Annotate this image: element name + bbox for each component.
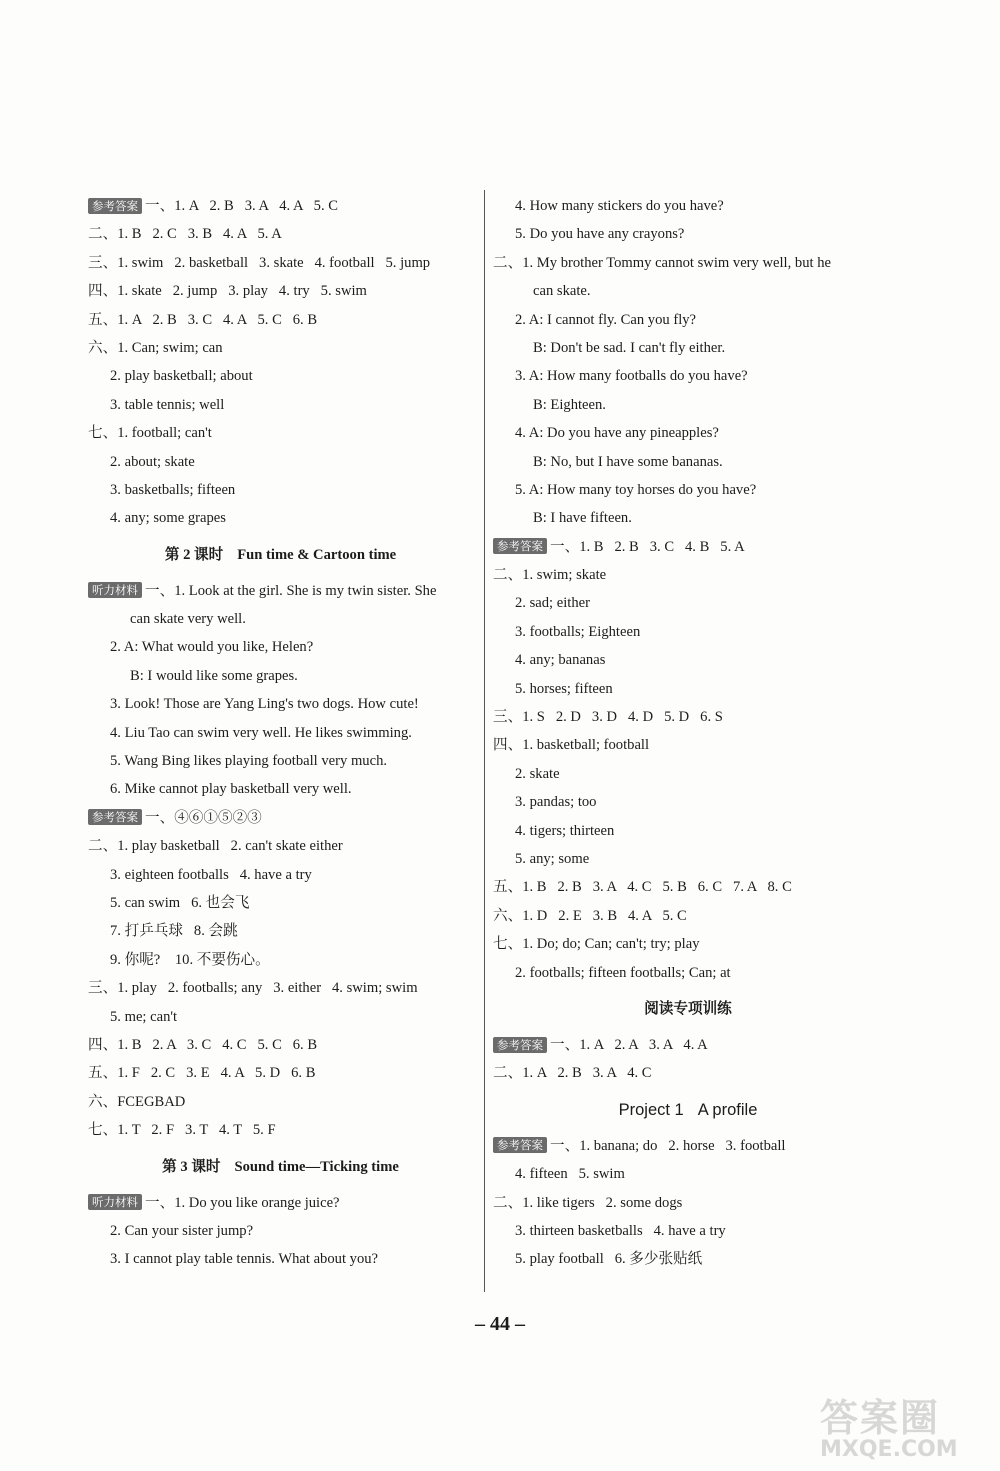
answer-line [88,690,473,718]
answer-text: B: Don't be sad. I can't fly either. [533,339,726,356]
answer-line [88,946,473,974]
answer-line [493,589,883,617]
answer-text: 2. Can your sister jump? [110,1222,254,1239]
answer-line [493,618,883,646]
answer-line [493,731,883,759]
answer-text: 2. footballs; fifteen footballs; Can; at [515,964,731,981]
answer-line [88,719,473,747]
section-heading-label: 第 3 课时 [162,1158,221,1175]
answer-text: 6. Mike cannot play basketball very well. [110,781,352,798]
answer-text: 三、1. swim 2. basketball 3. skate 4. football 5. jump [88,254,431,271]
answer-line [88,192,473,220]
right-column [493,192,883,1274]
answer-text: 4. any; bananas [515,652,606,669]
answer-line [493,1132,883,1160]
answer-line [88,889,473,917]
answer-line [493,902,883,930]
answer-line [88,504,473,532]
answer-text: 二、1. B 2. C 3. B 4. A 5. A [88,226,282,243]
answer-text: 3. I cannot play table tennis. What about you? [110,1251,379,1268]
answer-text: 七、1. Do; do; Can; can't; try; play [493,936,700,953]
answer-text: 7. 打乒乓球 8. 会跳 [110,923,238,940]
answer-line [493,533,883,561]
answer-text: 9. 你呢? 10. 不要伤心。 [110,951,270,968]
section-heading-label: 阅读专项训练 [644,1000,732,1017]
answer-text: 二、1. swim; skate [493,567,607,584]
answer-line [88,249,473,277]
answer-line [88,775,473,803]
answer-text: 七、1. T 2. F 3. T 4. T 5. F [88,1122,276,1139]
answer-text: 六、FCEGBAD [88,1093,186,1110]
answer-text: 三、1. play 2. footballs; any 3. either 4. swim; swim [88,980,418,997]
answer-line [493,788,883,816]
answer-text: 4. fifteen 5. swim [515,1166,625,1183]
answer-text: 5. horses; fifteen [515,680,613,697]
section-heading-title: Sound time—Ticking time [234,1158,399,1175]
answer-line [493,306,883,334]
answer-text: B: I would like some grapes. [130,667,298,684]
answer-line [493,249,883,277]
answer-text: 一、1. A 2. A 3. A 4. A [550,1036,708,1053]
answer-line [493,1245,883,1273]
answer-line [493,646,883,674]
answer-text: 3. footballs; Eighteen [515,623,641,640]
answer-line [493,1189,883,1217]
answer-text: 一、1. B 2. B 3. C 4. B 5. A [550,538,745,555]
answer-line [493,873,883,901]
answer-text: 二、1. A 2. B 3. A 4. C [493,1065,652,1082]
answer-line [493,504,883,532]
answer-text: B: Eighteen. [533,396,606,413]
answer-text: B: I have fifteen. [533,510,632,527]
answer-line [88,577,473,605]
answer-text: 3. pandas; too [515,794,597,811]
answer-text: 一、1. Look at the girl. She is my twin sister. She [145,582,437,599]
answer-line [88,974,473,1002]
answer-text: 2. skate [515,765,560,782]
answer-line [493,675,883,703]
section-heading [493,1088,883,1132]
section-heading-title: Fun time & Cartoon time [237,546,397,563]
answer-line [493,1059,883,1087]
section-heading-title: A profile [697,1100,758,1119]
answer-line [88,1116,473,1144]
answer-badge: 参考答案 [493,1137,547,1153]
answer-line [493,845,883,873]
answer-text: can skate very well. [130,611,246,628]
answer-text: 2. sad; either [515,595,590,612]
answer-line [493,362,883,390]
answer-text: 2. A: What would you like, Helen? [110,639,314,656]
answer-line [88,662,473,690]
answer-text: 3. A: How many footballs do you have? [515,368,748,385]
section-heading-label: 第 2 课时 [164,546,224,563]
answer-line [493,1217,883,1245]
answer-text: 4. tigers; thirteen [515,822,615,839]
answer-line [88,277,473,305]
answer-text: 一、1. banana; do 2. horse 3. football [550,1137,786,1154]
answer-text: 一、1. Do you like orange juice? [145,1194,340,1211]
answer-line [88,220,473,248]
answer-text: 5. Do you have any crayons? [515,226,685,243]
section-heading-label: Project 1 [618,1100,684,1119]
answer-badge: 参考答案 [493,538,547,554]
section-heading [88,1145,473,1189]
answer-text: 四、1. B 2. A 3. C 4. C 5. C 6. B [88,1036,318,1053]
answer-text: 一、1. A 2. B 3. A 4. A 5. C [145,198,338,214]
answer-line [88,1088,473,1116]
answer-text: 四、1. basketball; football [493,737,650,754]
answer-line [493,419,883,447]
column-divider [484,190,485,1292]
answer-text: B: No, but I have some bananas. [533,453,723,470]
answer-line [88,1189,473,1217]
answer-line [493,334,883,362]
answer-text: can skate. [533,283,591,300]
answer-line [88,1059,473,1087]
watermark-logo-text: 答案圈 [820,1396,941,1440]
answer-text: 一、④⑥①⑤②③ [145,809,262,826]
answer-text: 二、1. My brother Tommy cannot swim very well, but he [493,254,831,271]
answer-line [88,747,473,775]
answer-line [493,220,883,248]
watermark-url: MXQE.COM [820,1437,958,1462]
answer-line [88,633,473,661]
answer-line [88,1245,473,1273]
answer-line [88,419,473,447]
answer-text: 5. any; some [515,850,590,867]
answer-text: 4. A: Do you have any pineapples? [515,425,719,442]
answer-line [88,917,473,945]
answer-line [493,476,883,504]
answer-line [88,362,473,390]
answer-text: 4. any; some grapes [110,510,226,527]
answer-text: 5. A: How many toy horses do you have? [515,481,757,498]
watermark-logo [820,1398,992,1466]
answer-line [493,959,883,987]
answer-line [88,804,473,832]
answer-line [88,306,473,334]
answer-line [493,1160,883,1188]
answer-text: 3. thirteen basketballs 4. have a try [515,1222,726,1239]
answer-badge: 参考答案 [88,198,142,214]
answer-line [493,1031,883,1059]
answer-line [88,832,473,860]
answer-text: 3. eighteen footballs 4. have a try [110,866,312,883]
answer-text: 5. play football 6. 多少张贴纸 [515,1251,703,1268]
answer-text: 二、1. like tigers 2. some dogs [493,1194,683,1211]
answer-text: 4. How many stickers do you have? [515,198,724,214]
answer-line [88,1003,473,1031]
answer-text: 2. A: I cannot fly. Can you fly? [515,311,697,328]
answer-text: 二、1. play basketball 2. can't skate either [88,838,343,855]
answer-line [493,192,883,220]
answer-text: 七、1. football; can't [88,425,212,442]
left-column [88,192,473,1274]
answer-badge: 参考答案 [493,1037,547,1053]
section-heading [493,987,883,1031]
answer-badge: 听力材料 [88,582,142,598]
answer-line [88,861,473,889]
answer-text: 3. Look! Those are Yang Ling's two dogs. How cute! [110,696,419,713]
answer-line [88,334,473,362]
answer-line [88,1217,473,1245]
answer-text: 2. about; skate [110,453,195,470]
page-number: – 44 – [475,1313,525,1335]
answer-text: 五、1. B 2. B 3. A 4. C 5. B 6. C 7. A 8. C [493,879,792,896]
answer-text: 3. basketballs; fifteen [110,481,236,498]
section-heading [88,533,473,577]
answer-line [88,1031,473,1059]
answer-line [493,277,883,305]
answer-badge: 参考答案 [88,809,142,825]
answer-line [88,476,473,504]
answer-text: 五、1. F 2. C 3. E 4. A 5. D 6. B [88,1065,316,1082]
answer-line [88,605,473,633]
answer-line [493,391,883,419]
answer-text: 2. play basketball; about [110,368,253,385]
answer-line [88,391,473,419]
answer-line [88,448,473,476]
answer-line [493,448,883,476]
answer-line [493,817,883,845]
answer-text: 5. can swim 6. 也会飞 [110,894,250,911]
answer-badge: 听力材料 [88,1194,142,1210]
answer-line [493,703,883,731]
answer-text: 4. Liu Tao can swim very well. He likes swimming. [110,724,412,741]
answer-text: 5. Wang Bing likes playing football very much. [110,753,388,770]
answer-text: 四、1. skate 2. jump 3. play 4. try 5. swim [88,283,367,300]
answer-text: 3. table tennis; well [110,396,225,413]
answer-text: 五、1. A 2. B 3. C 4. A 5. C 6. B [88,311,318,328]
answer-text: 六、1. D 2. E 3. B 4. A 5. C [493,907,687,924]
answer-line [493,561,883,589]
answer-line [493,930,883,958]
answer-text: 三、1. S 2. D 3. D 4. D 5. D 6. S [493,709,723,726]
answer-text: 5. me; can't [110,1008,178,1025]
answer-text: 六、1. Can; swim; can [88,339,223,356]
answer-line [493,760,883,788]
